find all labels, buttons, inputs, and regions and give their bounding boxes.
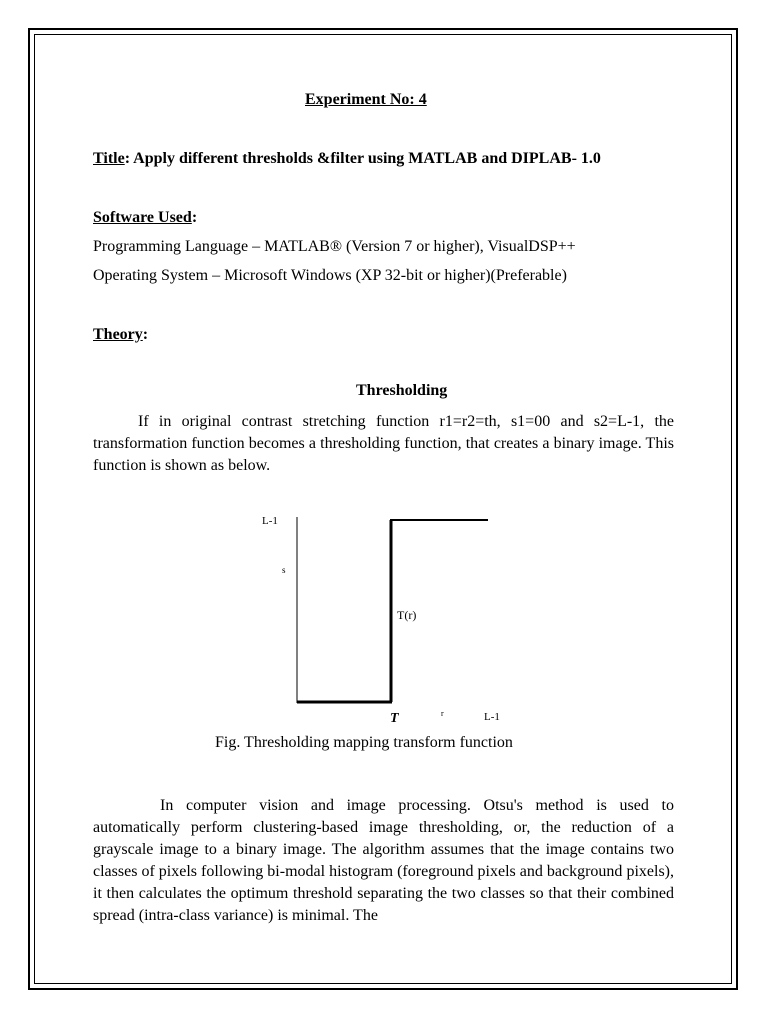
title-text: : Apply different thresholds &filter using MATLAB and DIPLAB- 1.0: [124, 150, 601, 167]
paragraph-thresholding: [93, 411, 674, 477]
software-line-1: Programming Language – MATLAB® (Version 7 or higher), VisualDSP++: [93, 238, 576, 255]
title-line: [93, 149, 601, 169]
software-colon: :: [191, 209, 198, 226]
threshold-tick-label: T: [390, 711, 399, 726]
y-axis-label: s: [282, 565, 286, 575]
paragraph-1-text: If in original contrast stretching function r1=r2=th, s1=00 and s2=L-1, the transformation function becomes a thresholding function, that creates a binary image. This function is shown as below.: [93, 413, 674, 474]
paragraph-2-text: In computer vision and image processing. Otsu's method is used to automatically perform clustering-based image thresholding, or, the reduction of a grayscale image to a binary image. The algorithm assumes that the image contains two classes of pixels following bi-modal histogram (foreground pixels and background pixels), it then calculates the optimum threshold separating the two classes so that their combined spread (intra-class variance) is minimal. The: [93, 797, 674, 924]
x-end-tick-label: L-1: [484, 711, 500, 723]
software-label: Software Used: [93, 209, 192, 226]
software-line-2: Operating System – Microsoft Windows (XP 32-bit or higher)(Preferable): [93, 267, 567, 284]
theory-colon: :: [142, 326, 149, 343]
paragraph-otsu: [93, 795, 674, 927]
x-axis-label: r: [441, 709, 444, 718]
title-label: Title: [93, 150, 125, 167]
y-top-tick-label: L-1: [262, 515, 278, 527]
theory-label: Theory: [93, 326, 143, 343]
section-heading: Thresholding: [356, 382, 448, 399]
theory-heading: [93, 325, 148, 345]
figure-caption: Fig. Thresholding mapping transform function: [215, 734, 513, 751]
software-heading: [93, 208, 197, 228]
curve-label: T(r): [397, 608, 417, 622]
experiment-heading: Experiment No: 4: [305, 91, 427, 108]
threshold-function-plot: [240, 505, 530, 730]
